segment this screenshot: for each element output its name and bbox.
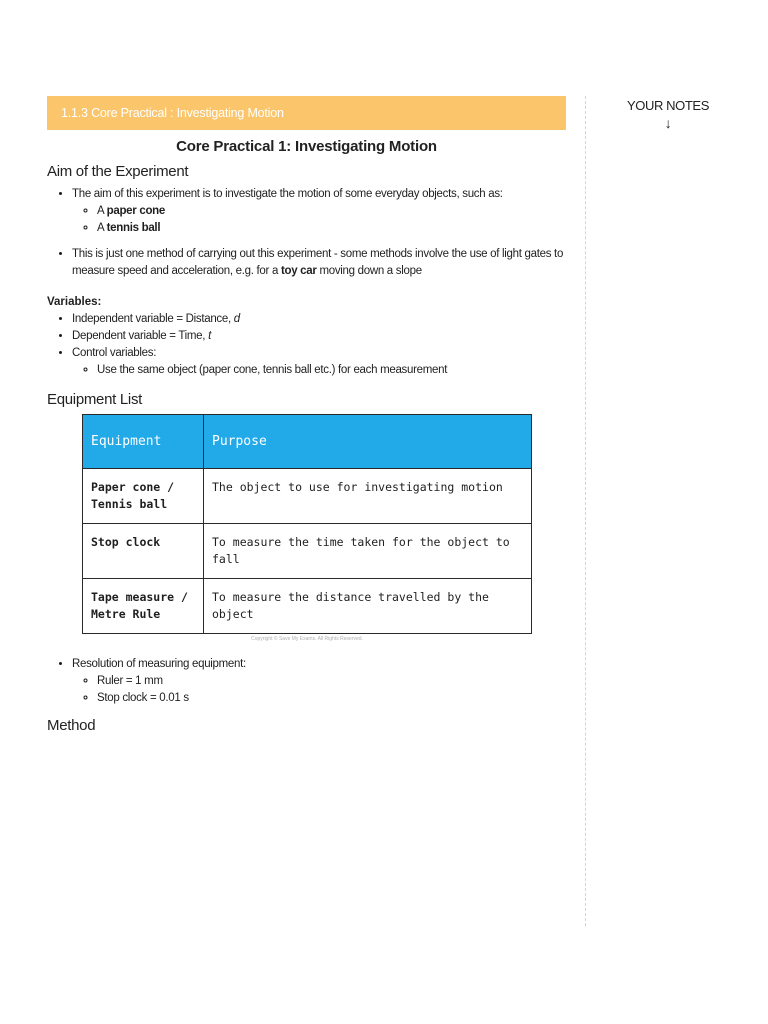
your-notes-text: YOUR NOTES — [627, 98, 709, 113]
equipment-heading: Equipment List — [47, 391, 143, 408]
method-note-bold: toy car — [280, 265, 317, 277]
table-cell-purpose: To measure the time taken for the object to fall — [204, 524, 532, 579]
dependent-variable-text: Dependent variable = Time, — [72, 330, 209, 342]
section-banner-text: 1.1.3 Core Practical : Investigating Motion — [61, 106, 284, 120]
table-header-equipment: Equipment — [83, 415, 204, 469]
method-heading: Method — [47, 717, 96, 734]
list-item-prefix: A — [97, 222, 107, 234]
section-banner — [47, 96, 566, 130]
independent-variable-text: Independent variable = Distance, — [72, 313, 234, 325]
your-notes-label — [604, 98, 732, 130]
dependent-variable-symbol: t — [208, 330, 211, 342]
method-note-text: This is just one method of carrying out this experiment - some methods involve the use of light gates to measure speed and acceleration, e.g. for a — [72, 248, 564, 277]
method-note-bullet — [72, 246, 566, 280]
control-variables-text: Control variables: — [72, 347, 157, 359]
table-cell-equipment — [83, 579, 204, 634]
list-item-bold: paper cone — [106, 205, 165, 217]
list-item — [97, 203, 566, 220]
method-note-suffix: moving down a slope — [316, 265, 422, 277]
resolution-text: Resolution of measuring equipment: — [72, 658, 246, 670]
aim-heading: Aim of the Experiment — [47, 163, 189, 180]
table-header-purpose: Purpose — [204, 415, 532, 469]
list-item: ◦ Ruler = 1 mm — [97, 673, 566, 690]
table-row — [83, 579, 532, 634]
list-item — [72, 656, 566, 707]
cell-line: Paper cone / — [91, 480, 175, 494]
table-cell-equipment: Stop clock — [83, 524, 204, 579]
list-item: ◦ Stop clock = 0.01 s — [97, 690, 566, 707]
list-item — [72, 328, 566, 345]
notes-divider — [585, 96, 586, 926]
aim-bullet — [72, 186, 566, 237]
list-item — [72, 311, 566, 328]
independent-variable-symbol: d — [233, 313, 240, 325]
variables-list — [47, 311, 566, 379]
aim-list — [47, 186, 566, 280]
list-item: ◦ Use the same object (paper cone, tennis ball etc.) for each measurement — [97, 362, 566, 379]
table-cell-equipment — [83, 469, 204, 524]
table-cell-purpose: The object to use for investigating motion — [204, 469, 532, 524]
cell-line: Tape measure / — [91, 590, 188, 604]
copyright-notice: Copyright © Save My Exams. All Rights Reserved. — [251, 636, 363, 642]
aim-bullet-text: The aim of this experiment is to investigate the motion of some everyday objects, such as: — [72, 188, 503, 200]
arrow-down-icon: ↓ — [664, 115, 672, 131]
main-content — [47, 96, 566, 740]
aim-sublist — [72, 203, 566, 237]
list-item — [72, 345, 566, 379]
list-item-bold: tennis ball — [106, 222, 161, 234]
cell-line: Tennis ball — [91, 497, 168, 511]
equipment-table — [82, 414, 532, 634]
cell-line: Metre Rule — [91, 607, 161, 621]
table-cell-purpose: To measure the distance travelled by the object — [204, 579, 532, 634]
variables-heading: Variables: — [47, 296, 102, 308]
resolution-list — [47, 656, 566, 707]
page-title: Core Practical 1: Investigating Motion — [176, 138, 437, 155]
table-row — [83, 524, 532, 579]
control-sublist — [72, 362, 566, 379]
list-item-prefix: A — [97, 205, 107, 217]
list-item — [97, 220, 566, 237]
table-row — [83, 469, 532, 524]
table-header-row — [83, 415, 532, 469]
resolution-sublist — [72, 673, 566, 707]
